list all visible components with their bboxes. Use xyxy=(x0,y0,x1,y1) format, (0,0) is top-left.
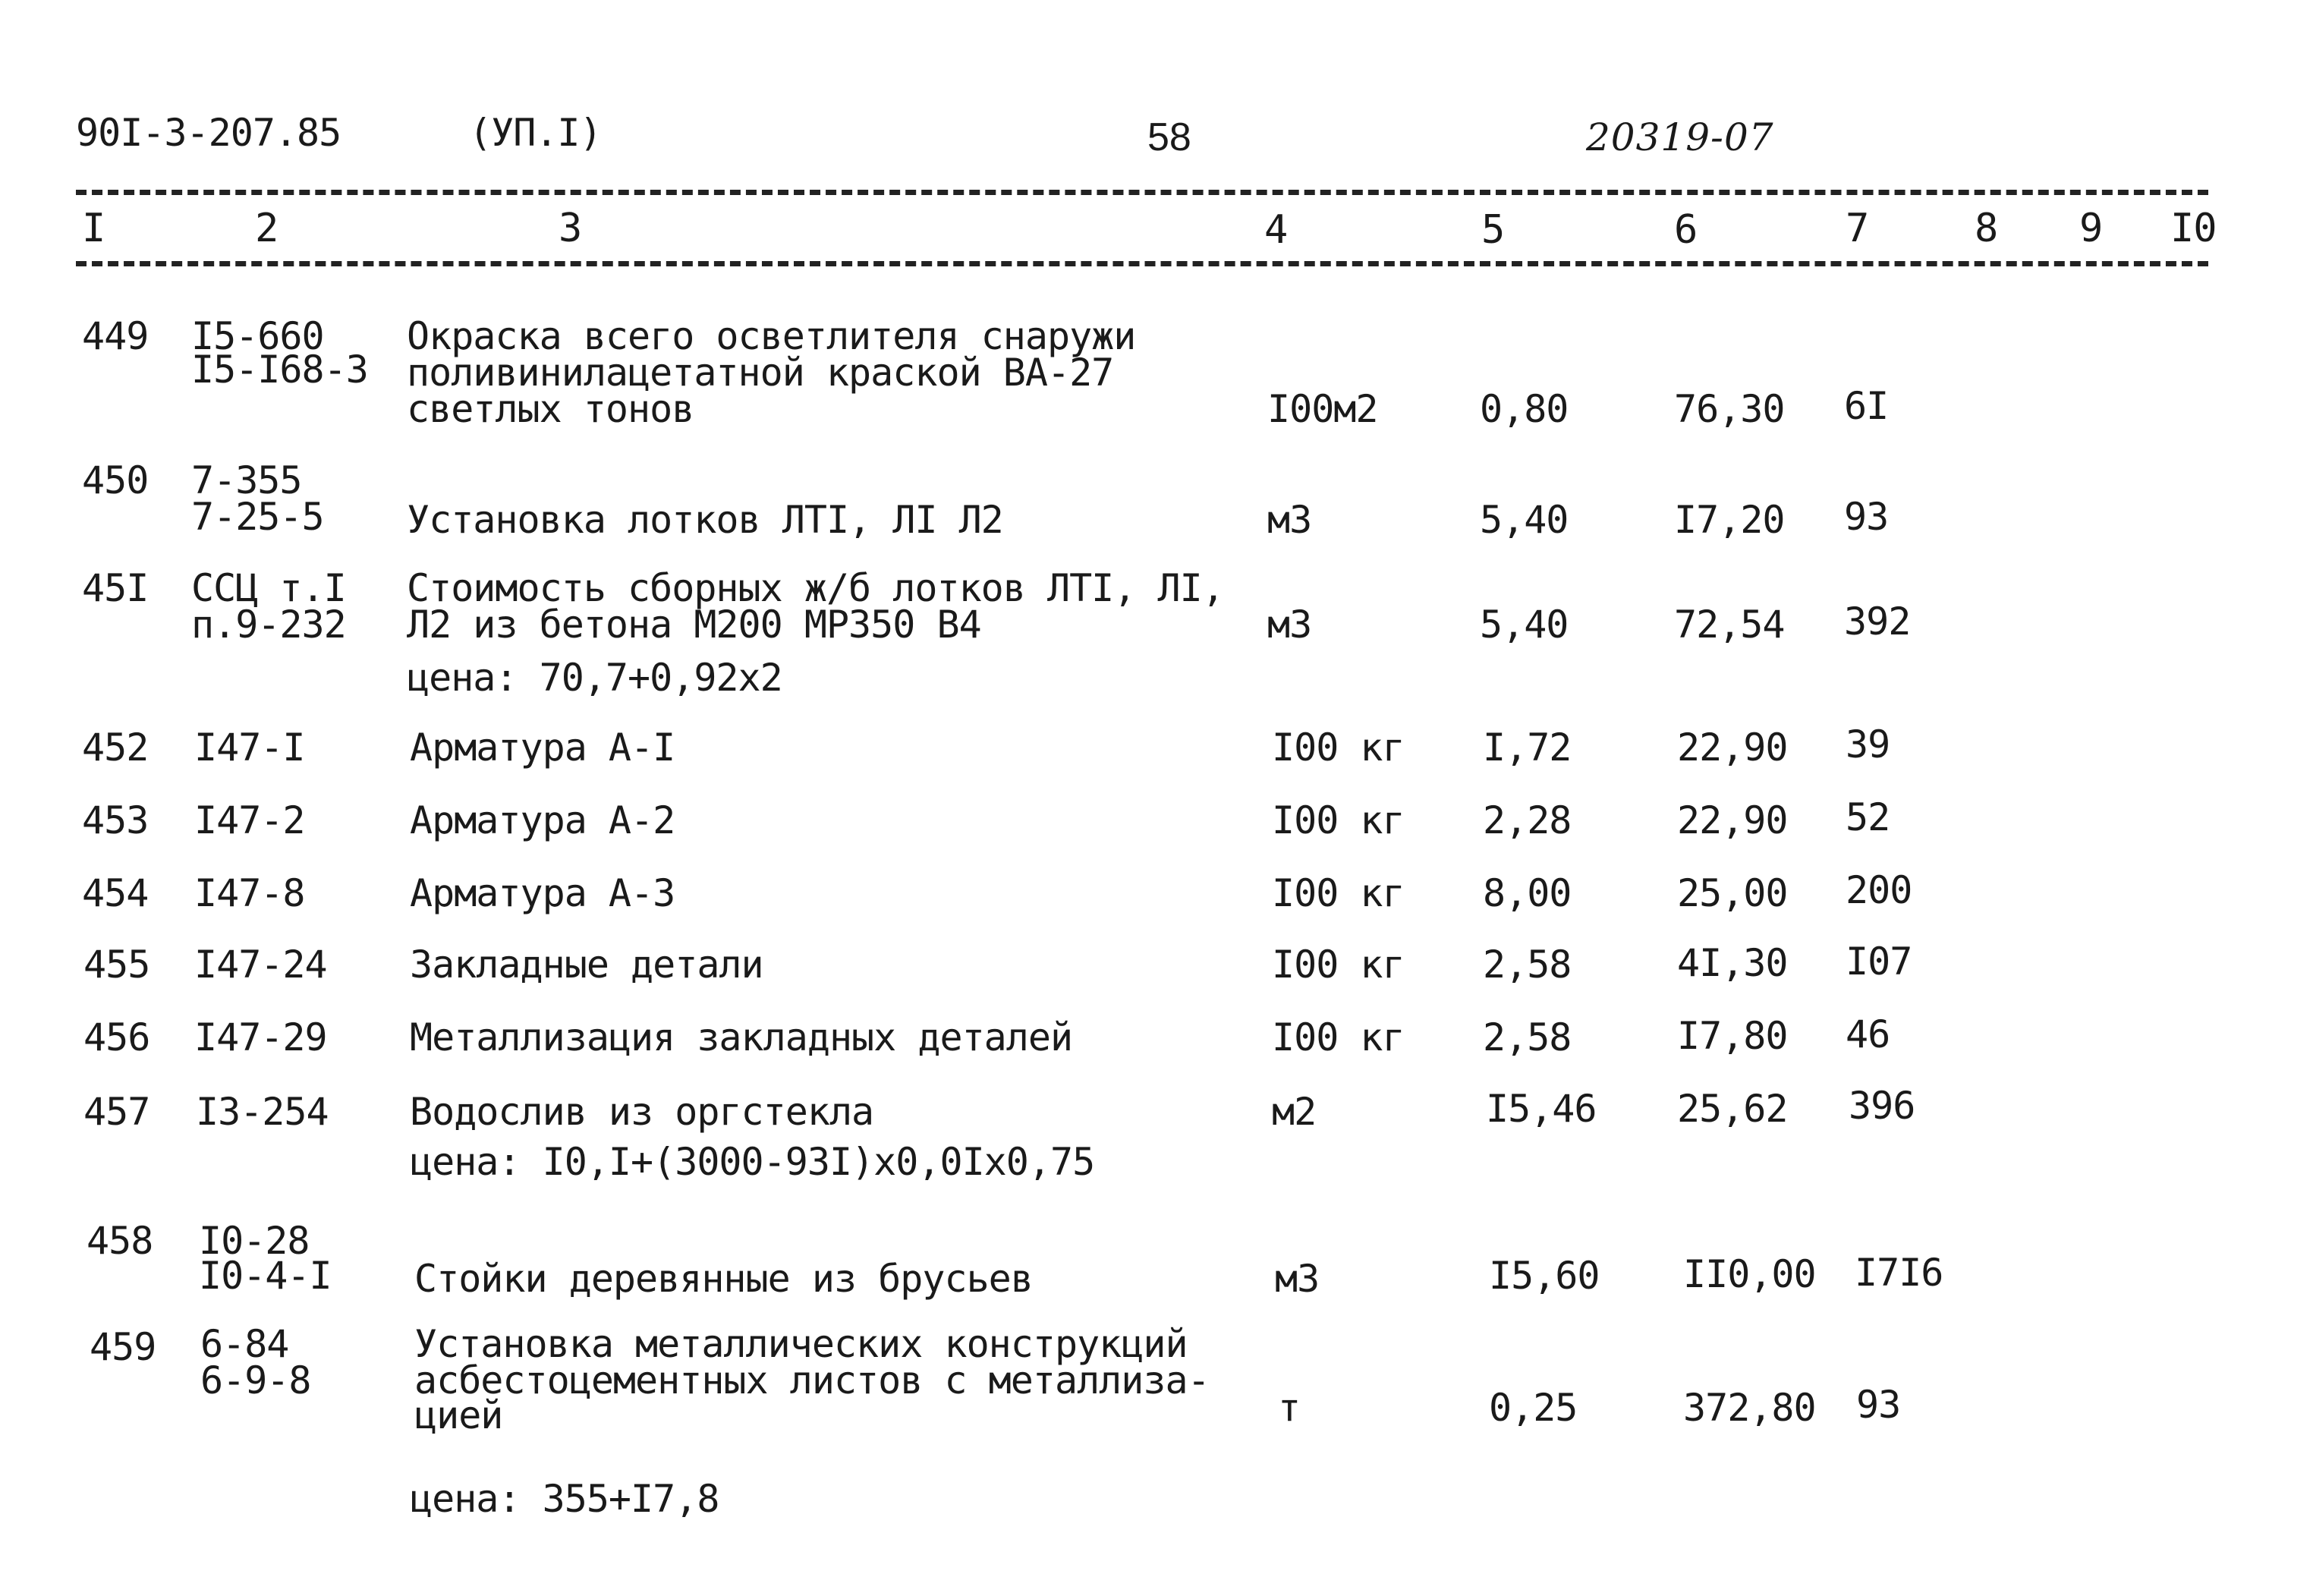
row-quantity: 8,00 xyxy=(1483,871,1572,915)
row-description: поливинилацетатной краской ВА-27 xyxy=(407,351,1114,395)
row-total: 392 xyxy=(1844,600,1911,644)
row-code: I47-29 xyxy=(194,1015,327,1059)
row-quantity: 5,40 xyxy=(1480,603,1569,647)
inventory-number: 20319-07 xyxy=(1586,115,1774,159)
column-number: 7 xyxy=(1846,206,1869,251)
row-description: Установка металлических конструкций xyxy=(414,1322,1188,1366)
column-number: 9 xyxy=(2079,206,2103,251)
row-unit: м3 xyxy=(1267,498,1312,542)
column-number: 2 xyxy=(255,206,279,251)
row-total: 396 xyxy=(1849,1084,1915,1128)
row-number: 456 xyxy=(83,1015,150,1059)
row-unit: I00м2 xyxy=(1267,387,1378,431)
row-total: I07 xyxy=(1846,940,1912,984)
row-unit-price: 25,62 xyxy=(1677,1087,1788,1131)
row-quantity: 0,80 xyxy=(1480,387,1569,431)
row-description: цией xyxy=(414,1393,503,1437)
row-unit-price: 72,54 xyxy=(1674,603,1785,647)
row-description: Закладные детали xyxy=(410,943,763,987)
row-quantity: 2,28 xyxy=(1483,798,1572,842)
column-number: 8 xyxy=(1975,206,1998,251)
row-code: I0-4-I xyxy=(199,1254,332,1298)
row-total: 39 xyxy=(1846,722,1890,767)
row-unit: I00 кг xyxy=(1272,871,1405,915)
row-total: 46 xyxy=(1846,1012,1890,1056)
row-quantity: 5,40 xyxy=(1480,498,1569,542)
row-code: I5-660 xyxy=(191,314,324,358)
row-price-note: цена: 355+I7,8 xyxy=(410,1477,719,1521)
row-code: ССЦ т.I xyxy=(191,566,346,610)
row-code: 7-355 xyxy=(191,458,302,502)
row-number: 452 xyxy=(82,726,149,770)
row-unit-price: 4I,30 xyxy=(1677,941,1788,985)
row-code: I47-2 xyxy=(194,798,305,842)
row-code: I0-28 xyxy=(199,1219,310,1263)
row-description: Металлизация закладных деталей xyxy=(410,1015,1073,1059)
row-unit-price: 22,90 xyxy=(1677,726,1788,770)
column-number: I xyxy=(82,206,105,251)
row-description: Стоимость сборных ж/б лотков ЛТI, ЛI, xyxy=(407,566,1224,610)
row-code: 6-9-8 xyxy=(200,1358,311,1402)
row-unit-price: 372,80 xyxy=(1683,1386,1816,1430)
row-price-note: цена: I0,I+(3000-93I)х0,0Iх0,75 xyxy=(410,1140,1095,1184)
row-quantity: I,72 xyxy=(1483,726,1572,770)
row-code: 6-84 xyxy=(200,1322,289,1366)
column-number: 3 xyxy=(559,206,582,251)
column-number: I0 xyxy=(2170,206,2217,251)
row-total: 52 xyxy=(1846,795,1890,839)
row-description: Л2 из бетона М200 МР350 В4 xyxy=(407,603,981,647)
row-unit-price: 22,90 xyxy=(1677,798,1788,842)
row-code: I5-I68-3 xyxy=(191,348,368,392)
row-code: I3-254 xyxy=(196,1090,329,1134)
row-total: 93 xyxy=(1844,495,1889,539)
row-description: Водослив из оргстекла xyxy=(410,1090,874,1134)
row-number: 45I xyxy=(82,566,149,610)
row-code: I47-24 xyxy=(194,943,327,987)
row-number: 449 xyxy=(82,314,149,358)
row-code: 7-25-5 xyxy=(191,495,324,539)
row-total: 93 xyxy=(1856,1383,1901,1427)
row-number: 454 xyxy=(82,871,149,915)
row-code: I47-8 xyxy=(194,871,305,915)
row-unit: I00 кг xyxy=(1272,726,1405,770)
row-unit: м3 xyxy=(1267,603,1312,647)
row-unit: т xyxy=(1278,1386,1301,1430)
row-description: Арматура А-I xyxy=(410,726,675,770)
row-unit: I00 кг xyxy=(1272,1015,1405,1059)
header-rule-bottom xyxy=(76,261,2208,266)
column-number: 4 xyxy=(1264,207,1288,253)
row-number: 457 xyxy=(83,1090,150,1134)
row-number: 459 xyxy=(90,1325,156,1369)
row-unit: I00 кг xyxy=(1272,943,1405,987)
column-number: 6 xyxy=(1674,207,1698,253)
row-quantity: 0,25 xyxy=(1489,1386,1578,1430)
row-total: I7I6 xyxy=(1855,1251,1943,1295)
row-description: Стойки деревянные из брусьев xyxy=(414,1257,1033,1301)
doc-code: 90I-3-207.85 xyxy=(76,111,341,155)
row-unit-price: 76,30 xyxy=(1674,387,1785,431)
row-description: светлых тонов xyxy=(407,387,694,431)
row-code: I47-I xyxy=(194,726,305,770)
row-description: Установка лотков ЛТI, ЛI Л2 xyxy=(407,498,1003,542)
row-unit-price: I7,20 xyxy=(1674,498,1785,542)
row-number: 453 xyxy=(82,798,149,842)
album-label: (УП.I) xyxy=(469,111,602,155)
column-number: 5 xyxy=(1481,207,1505,253)
row-quantity: 2,58 xyxy=(1483,1015,1572,1059)
row-quantity: 2,58 xyxy=(1483,943,1572,987)
row-price-note: цена: 70,7+0,92х2 xyxy=(407,656,782,700)
row-description: Окраска всего осветлителя снаружи xyxy=(407,314,1136,358)
row-number: 455 xyxy=(83,943,150,987)
page-number: 58 xyxy=(1147,115,1191,159)
row-unit: м3 xyxy=(1275,1257,1320,1301)
header-rule-top xyxy=(76,190,2208,195)
row-unit-price: I7,80 xyxy=(1677,1014,1788,1058)
row-description: Арматура А-2 xyxy=(410,798,675,842)
row-quantity: I5,60 xyxy=(1489,1254,1600,1298)
row-description: асбестоцементных листов с металлиза- xyxy=(414,1358,1210,1402)
row-code: п.9-232 xyxy=(191,603,346,647)
row-total: 200 xyxy=(1846,868,1912,912)
row-unit: I00 кг xyxy=(1272,798,1405,842)
row-number: 458 xyxy=(87,1219,153,1263)
row-quantity: I5,46 xyxy=(1486,1087,1597,1131)
row-unit-price: 25,00 xyxy=(1677,871,1788,915)
row-description: Арматура А-3 xyxy=(410,871,675,915)
row-number: 450 xyxy=(82,458,149,502)
row-total: 6I xyxy=(1844,384,1889,428)
row-unit-price: II0,00 xyxy=(1683,1252,1816,1296)
row-unit: м2 xyxy=(1272,1090,1317,1134)
